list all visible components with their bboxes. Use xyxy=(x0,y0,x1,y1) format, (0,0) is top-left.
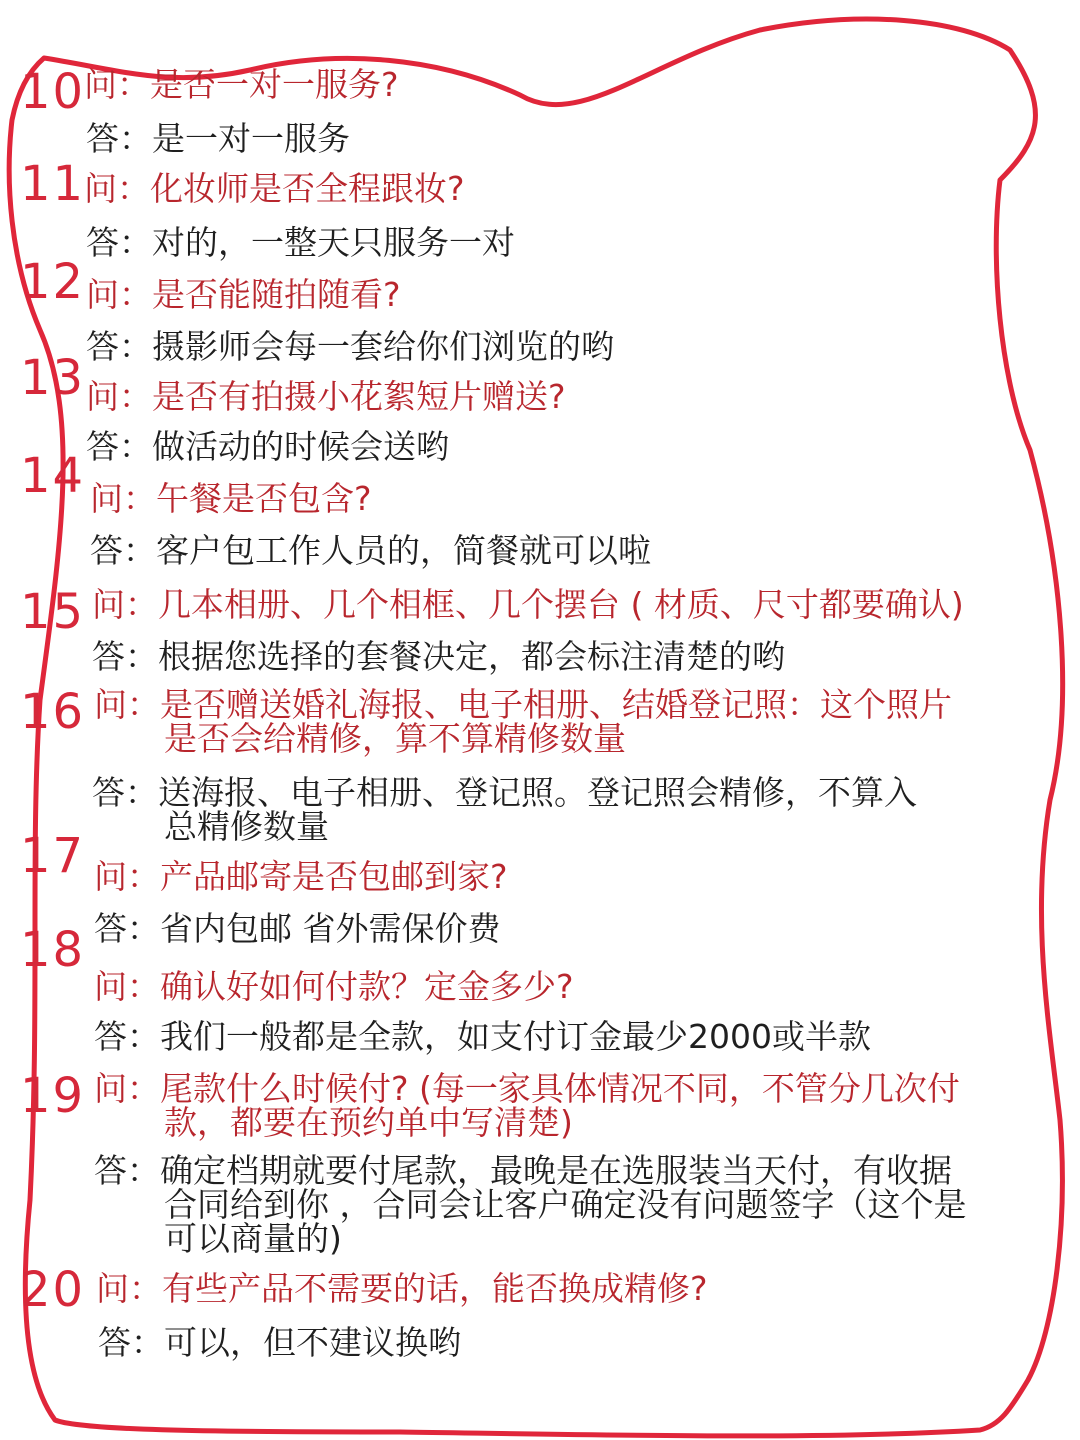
question-number: 18 xyxy=(20,922,86,978)
question-text: 问：尾款什么时候付? (每一家具体情况不同，不管分几次付 xyxy=(94,1069,960,1108)
question-number: 20 xyxy=(20,1262,86,1318)
question-number: 11 xyxy=(20,156,86,212)
question-number: 12 xyxy=(20,254,86,310)
answer-text: 可以商量的) xyxy=(164,1219,342,1258)
answer-text: 答：送海报、电子相册、登记照。登记照会精修，不算入 xyxy=(92,773,917,812)
answer-text: 答：摄影师会每一套给你们浏览的哟 xyxy=(86,327,614,366)
answer-text: 答：客户包工作人员的，简餐就可以啦 xyxy=(90,531,651,570)
question-text: 款，都要在预约单中写清楚) xyxy=(164,1103,573,1142)
question-text: 问：是否有拍摄小花絮短片赠送? xyxy=(86,377,566,416)
question-text: 问：是否一对一服务? xyxy=(84,65,399,104)
answer-text: 答：可以，但不建议换哟 xyxy=(98,1323,461,1362)
question-text: 问：午餐是否包含? xyxy=(90,479,372,518)
question-number: 13 xyxy=(20,350,86,406)
question-number: 19 xyxy=(20,1068,86,1124)
answer-text: 答：省内包邮 省外需保价费 xyxy=(94,909,501,948)
question-text: 是否会给精修，算不算精修数量 xyxy=(164,719,626,758)
answer-text: 答：是一对一服务 xyxy=(86,119,350,158)
answer-text: 答：根据您选择的套餐决定，都会标注清楚的哟 xyxy=(92,637,785,676)
answer-text: 总精修数量 xyxy=(164,807,329,846)
question-text: 问：确认好如何付款？定金多少? xyxy=(94,967,574,1006)
question-number: 10 xyxy=(20,64,86,120)
answer-text: 答：对的，一整天只服务一对 xyxy=(86,223,515,262)
question-text: 问：是否能随拍随看? xyxy=(86,275,401,314)
question-text: 问：几本相册、几个相框、几个摆台 ( 材质、尺寸都要确认) xyxy=(92,585,964,624)
answer-text: 答：我们一般都是全款，如支付订金最少2000或半款 xyxy=(94,1017,871,1056)
question-text: 问：是否赠送婚礼海报、电子相册、结婚登记照：这个照片 xyxy=(94,685,952,724)
answer-text: 答：做活动的时候会送哟 xyxy=(86,427,449,466)
question-number: 15 xyxy=(20,584,86,640)
answer-text: 答：确定档期就要付尾款，最晚是在选服装当天付，有收据 xyxy=(94,1151,952,1190)
question-text: 问：有些产品不需要的话，能否换成精修? xyxy=(96,1269,708,1308)
question-number: 17 xyxy=(20,828,86,884)
question-number: 16 xyxy=(20,684,86,740)
answer-text: 合同给到你 ，合同会让客户确定没有问题签字（这个是 xyxy=(164,1185,967,1224)
question-text: 问：产品邮寄是否包邮到家? xyxy=(94,857,508,896)
question-number: 14 xyxy=(20,448,86,504)
question-text: 问：化妆师是否全程跟妆? xyxy=(84,169,465,208)
